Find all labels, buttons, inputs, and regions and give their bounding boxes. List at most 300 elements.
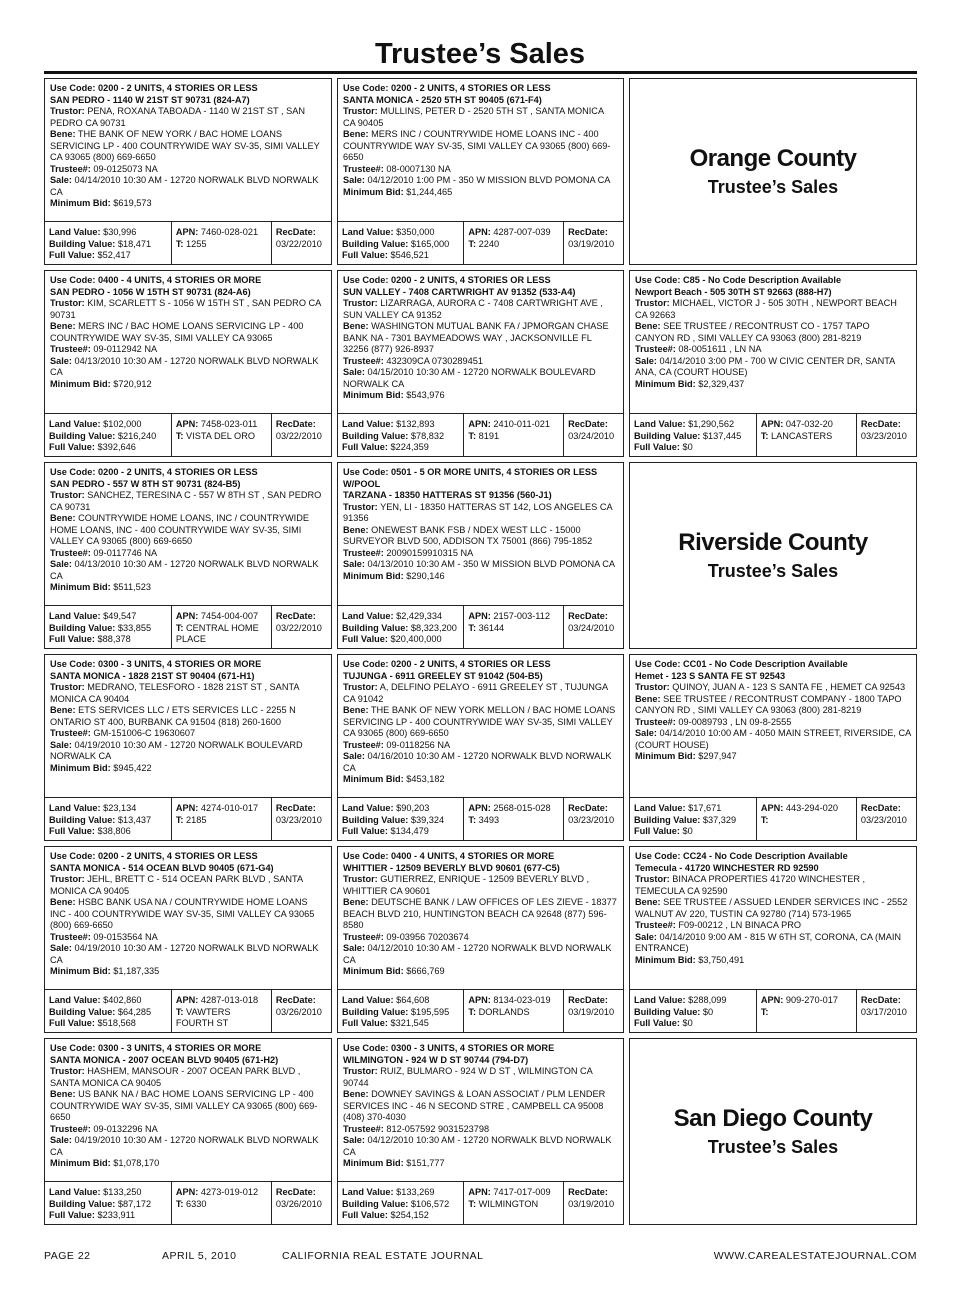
use-code [343, 1043, 618, 1055]
apn-cell [171, 414, 271, 456]
full-value-value: $224,359 [390, 442, 429, 452]
land-value-value: $132,893 [396, 419, 435, 429]
sale-info-label: Sale: [343, 175, 365, 185]
listing-card [44, 270, 332, 457]
property-address [343, 95, 618, 107]
value-cell [45, 606, 171, 648]
building-value [49, 1007, 167, 1019]
trustor-value: A, DELFINO PELAYO - 6911 GREELEY ST , TUJUNGA CA 91042 [343, 682, 608, 704]
trustor-value: MICHAEL, VICTOR J - 505 30TH , NEWPORT BEACH CA 92663 [635, 298, 897, 320]
listing-card [337, 78, 624, 265]
land-value [634, 803, 752, 815]
property-address-value: TARZANA - 18350 HATTERAS ST 91356 (560-J1) [343, 490, 552, 500]
land-value [342, 611, 459, 623]
use-code-value: Use Code: 0200 - 2 UNITS, 4 STORIES OR LESS [343, 83, 551, 93]
trustor-value: MEDRANO, TELESFORO - 1828 21ST ST , SANTA MONICA CA 90404 [50, 682, 299, 704]
sale-info [343, 751, 618, 774]
land-value-value: $64,608 [396, 995, 430, 1005]
trustor [635, 682, 911, 694]
apn-cell [171, 222, 271, 264]
minimum-bid-label: Minimum Bid: [343, 1158, 404, 1168]
building-value-value: $64,285 [117, 1006, 152, 1017]
trustee-number [50, 164, 326, 176]
minimum-bid-label: Minimum Bid: [50, 378, 111, 389]
building-value-label: Building Value: [49, 1198, 116, 1209]
recdate-cell [563, 1182, 623, 1224]
trustor-value: LIZARRAGA, AURORA C - 7408 CARTWRIGHT AVE , SUN VALLEY CA 91352 [343, 298, 603, 320]
property-address-value: WHITTIER - 12509 BEVERLY BLVD 90601 (677-C5) [343, 862, 560, 873]
property-address [635, 863, 911, 875]
county-subtitle: Trustee’s Sales [707, 1137, 839, 1157]
listing-body [338, 79, 623, 221]
trustee-number-value: 09-0089793 , LN 09-8-2555 [678, 716, 792, 727]
sale-info-value: 04/12/2010 1:00 PM - 350 W MISSION BLVD POMONA CA [367, 175, 611, 185]
use-code [50, 659, 326, 671]
listing-values [45, 1181, 331, 1224]
use-code [50, 83, 326, 95]
county-subtitle: Trustee’s Sales [707, 561, 839, 581]
full-value-value: $546,521 [390, 250, 429, 260]
minimum-bid-label: Minimum Bid: [343, 774, 404, 784]
building-value-label: Building Value: [49, 238, 116, 249]
full-value [49, 1210, 167, 1222]
trustor-label: Trustor: [50, 682, 85, 692]
sale-info-value: 04/12/2010 10:30 AM - 12720 NORWALK BLVD NORWALK CA [343, 1135, 612, 1157]
apn [176, 419, 267, 431]
sale-info-value: 04/12/2010 10:30 AM - 12720 NORWALK BLVD NORWALK CA [343, 943, 612, 965]
beneficiary-label: Bene: [343, 897, 369, 907]
trustor-value: KIM, SCARLETT S - 1056 W 15TH ST , SAN PEDRO CA 90731 [50, 298, 321, 320]
use-code [343, 275, 618, 287]
full-value-label: Full Value: [342, 442, 388, 452]
sale-info [635, 356, 911, 379]
trustee-number-value: 09-0117746 NA [93, 547, 158, 558]
trustor-label: Trustor: [50, 490, 85, 500]
building-value [342, 1199, 459, 1211]
trustor [50, 682, 326, 705]
tract-value: 1255 [186, 238, 207, 249]
use-code-value: Use Code: 0200 - 2 UNITS, 4 STORIES OR LESS [50, 467, 258, 477]
listing-card [44, 462, 332, 649]
trustor [343, 1066, 618, 1089]
use-code [343, 659, 618, 671]
sale-info-value: 04/19/2010 10:30 AM - 12720 NORWALK BOULEVARD NORWALK CA [50, 739, 303, 761]
apn-label: APN: [468, 1187, 491, 1197]
beneficiary [343, 705, 618, 740]
minimum-bid-value: $511,523 [113, 582, 151, 592]
rec-date-value: 03/19/2010 [568, 1006, 615, 1017]
minimum-bid [50, 966, 326, 978]
recdate-cell [271, 414, 331, 456]
apn-value: 909-270-017 [785, 995, 838, 1005]
rec-date-label-label: RecDate: [568, 1187, 608, 1197]
apn-cell [171, 798, 271, 840]
rec-date [276, 239, 327, 251]
listing-values [45, 989, 331, 1032]
rec-date-value: 03/26/2010 [275, 1198, 322, 1209]
beneficiary-label: Bene: [50, 513, 76, 523]
trustee-number-label: Trustee#: [50, 931, 91, 942]
rec-date [568, 1199, 619, 1211]
value-cell [630, 990, 756, 1032]
full-value-label: Full Value: [634, 826, 680, 836]
minimum-bid-value: $1,078,170 [113, 1158, 160, 1168]
apn [468, 227, 559, 239]
property-address-value: Newport Beach - 505 30TH ST 92663 (888-H7) [635, 286, 832, 297]
trustee-number [343, 548, 618, 560]
county-header [629, 78, 917, 265]
tract-label: T: [760, 430, 769, 441]
building-value-value: $78,832 [410, 430, 445, 441]
sale-info-label: Sale: [343, 559, 365, 569]
apn-label: APN: [760, 419, 784, 429]
value-cell [45, 798, 171, 840]
apn-value: 4273-019-012 [200, 1187, 259, 1197]
sale-info-label: Sale: [50, 1135, 72, 1145]
property-address-value: SANTA MONICA - 2520 5TH ST 90405 (671-F4) [343, 94, 542, 105]
minimum-bid-label: Minimum Bid: [50, 762, 111, 773]
rec-date [276, 431, 327, 443]
trustor-label: Trustor: [343, 682, 378, 692]
use-code [343, 83, 618, 95]
listing-card [44, 846, 332, 1033]
full-value-value: $321,545 [390, 1018, 429, 1028]
trustee-number-label: Trustee#: [50, 163, 91, 174]
full-value-value: $518,568 [97, 1018, 136, 1028]
trustee-number [50, 932, 326, 944]
minimum-bid-label: Minimum Bid: [343, 570, 404, 581]
listing-body [45, 463, 331, 605]
page-title: Trustee’s Sales [374, 38, 586, 70]
building-value [49, 623, 167, 635]
listing-card [44, 654, 332, 841]
listing-card [337, 462, 624, 649]
building-value [49, 1199, 167, 1211]
trustor [635, 298, 911, 321]
property-address [50, 863, 326, 875]
beneficiary-label: Bene: [343, 1089, 369, 1099]
rec-date [861, 815, 912, 827]
rec-date-label-label: RecDate: [860, 995, 901, 1005]
minimum-bid-label: Minimum Bid: [635, 751, 696, 761]
listing-card [337, 654, 624, 841]
tract [468, 1199, 559, 1211]
property-address-value: WILMINGTON - 924 W D ST 90744 (794-D7) [343, 1054, 529, 1065]
minimum-bid [635, 955, 911, 967]
sale-info [50, 356, 326, 379]
listing-body [45, 271, 331, 413]
listings-grid [44, 78, 917, 1230]
property-address [635, 287, 911, 299]
listing-values [338, 605, 623, 648]
rec-date-label-label: RecDate: [860, 419, 901, 429]
trustor [343, 682, 618, 705]
building-value [342, 1007, 459, 1019]
minimum-bid [343, 966, 618, 978]
full-value-label: Full Value: [49, 442, 95, 452]
trustee-number-label: Trustee#: [343, 739, 384, 750]
sale-info-label: Sale: [50, 559, 72, 569]
building-value [634, 1007, 752, 1019]
sale-info-value: 04/19/2010 10:30 AM - 12720 NORWALK BLVD NORWALK CA [50, 943, 319, 965]
rec-date-label [861, 803, 912, 815]
beneficiary [343, 1089, 618, 1124]
trustee-number [343, 1124, 618, 1136]
county-subtitle: Trustee’s Sales [707, 177, 839, 197]
full-value [49, 634, 167, 646]
beneficiary-value: HSBC BANK USA NA / COUNTRYWIDE HOME LOANS INC - 400 COUNTRYWIDE WAY SV-35, SIMI VALLEY CA 93065 (800) 669-6650 [50, 897, 315, 930]
value-cell [338, 798, 463, 840]
minimum-bid-label: Minimum Bid: [50, 198, 111, 208]
full-value [634, 826, 752, 838]
full-value [634, 442, 752, 454]
rec-date-label-label: RecDate: [568, 227, 608, 237]
listing-card [337, 270, 624, 457]
trustee-number-value: F09-00212 , LN BINACA PRO [678, 920, 801, 930]
use-code-value: Use Code: 0200 - 2 UNITS, 4 STORIES OR LESS [343, 275, 551, 285]
land-value-value: $402,860 [103, 995, 142, 1005]
rec-date-label [276, 419, 327, 431]
building-value-value: $39,324 [410, 814, 445, 825]
use-code [635, 851, 911, 863]
trustee-number [50, 344, 326, 356]
trustor-label: Trustor: [343, 106, 378, 116]
trustor-value: MULLINS, PETER D - 2520 5TH ST , SANTA MONICA CA 90405 [343, 106, 604, 128]
listing-body [45, 847, 331, 989]
trustee-number-value: 09-0118256 NA [386, 739, 451, 750]
beneficiary-label: Bene: [50, 321, 76, 331]
listing-values [630, 797, 916, 840]
land-value [342, 419, 459, 431]
tract-label: T: [760, 1006, 769, 1017]
tract-label: T: [175, 814, 184, 825]
minimum-bid-value: $619,573 [113, 198, 152, 208]
trustee-number [343, 932, 618, 944]
tract-value: WILMINGTON [478, 1198, 539, 1209]
minimum-bid-value: $297,947 [698, 751, 737, 761]
value-cell [338, 222, 463, 264]
beneficiary-label: Bene: [50, 705, 76, 715]
tract-label: T: [468, 238, 477, 249]
sale-info [50, 559, 326, 582]
tract-value: 36144 [478, 622, 505, 633]
minimum-bid-label: Minimum Bid: [50, 582, 111, 592]
beneficiary-value: DEUTSCHE BANK / LAW OFFICES OF LES ZIEVE - 18377 BEACH BLVD 210, HUNTINGTON BEACH CA 92648 (877) 596-8580 [343, 897, 617, 930]
use-code [50, 851, 326, 863]
building-value-label: Building Value: [342, 1006, 409, 1017]
journal-url: WWW.CAREALESTATEJOURNAL.COM [713, 1250, 917, 1262]
sale-info-value: 04/13/2010 10:30 AM - 12720 NORWALK BLVD NORWALK CA [50, 355, 319, 377]
trustor [50, 298, 326, 321]
listing-card [44, 1038, 332, 1225]
beneficiary-value: MERS INC / BAC HOME LOANS SERVICING LP - 400 COUNTRYWIDE WAY SV-35, SIMI VALLEY CA 93065 [50, 321, 304, 343]
rec-date-label-label: RecDate: [275, 419, 316, 429]
tract [176, 431, 267, 443]
rec-date-label [276, 611, 327, 623]
full-value-value: $254,152 [390, 1210, 429, 1220]
property-address [50, 1055, 326, 1067]
trustee-number [343, 164, 618, 176]
apn [761, 419, 852, 431]
tract-label: T: [468, 622, 477, 633]
rec-date-label [568, 995, 619, 1007]
apn [761, 995, 852, 1007]
beneficiary-value: ONEWEST BANK FSB / NDEX WEST LLC - 15000 SURVEYOR BLVD 500, ADDISON TX 75001 (866) 795-1852 [343, 524, 593, 546]
tract-value: CENTRAL HOME PLACE [175, 622, 259, 644]
rec-date-value: 03/17/2010 [860, 1006, 907, 1017]
land-value [49, 611, 167, 623]
recdate-cell [856, 990, 916, 1032]
building-value-label: Building Value: [342, 814, 409, 825]
value-cell [338, 414, 463, 456]
trustee-number-value: 09-0125073 NA [93, 163, 158, 174]
trustor-label: Trustor: [343, 874, 378, 884]
trustee-number [343, 356, 618, 368]
property-address-value: Temecula - 41720 WINCHESTER RD 92590 [635, 862, 819, 873]
rec-date-value: 03/26/2010 [275, 1006, 322, 1017]
sale-info-value: 04/13/2010 10:30 AM - 350 W MISSION BLVD POMONA CA [367, 559, 616, 569]
use-code-value: Use Code: 0400 - 4 UNITS, 4 STORIES OR MORE [50, 275, 262, 285]
rec-date-label [861, 995, 912, 1007]
land-value-value: $102,000 [103, 419, 142, 429]
use-code-value: Use Code: CC24 - No Code Description Available [635, 851, 848, 861]
land-value-label: Land Value: [49, 611, 101, 621]
beneficiary [50, 513, 326, 548]
use-code [50, 275, 326, 287]
apn-label: APN: [760, 995, 784, 1005]
land-value [49, 419, 167, 431]
minimum-bid-label: Minimum Bid: [343, 390, 404, 400]
sale-info [343, 943, 618, 966]
beneficiary-value: DOWNEY SAVINGS & LOAN ASSOCIAT / PLM LENDER SERVICES INC - 46 N SECOND STRE , CAMPBELL CA 95008 (408) 370-4030 [343, 1089, 606, 1122]
apn-value: 047-032-20 [785, 419, 833, 429]
sale-info-label: Sale: [343, 367, 365, 377]
trustor-value: YEN, LI - 18350 HATTERAS ST 142, LOS ANGELES CA 91356 [343, 501, 613, 523]
beneficiary-value: ETS SERVICES LLC / ETS SERVICES LLC - 2255 N ONTARIO ST 400, BURBANK CA 91504 (818) 260-1600 [50, 705, 296, 727]
apn-cell [171, 606, 271, 648]
recdate-cell [563, 798, 623, 840]
apn-value: 443-294-020 [785, 803, 838, 813]
sale-info [50, 943, 326, 966]
apn [176, 1187, 267, 1199]
minimum-bid-label: Minimum Bid: [635, 954, 696, 965]
full-value [49, 826, 167, 838]
rec-date-label [568, 227, 619, 239]
building-value-value: $0 [702, 1006, 714, 1017]
beneficiary-value: SEE TRUSTEE / ASSUED LENDER SERVICES INC - 2552 WALNUT AV 220, TUSTIN CA 92780 (714) 573-1965 [635, 897, 908, 919]
listing-values [338, 797, 623, 840]
rec-date-label-label: RecDate: [568, 611, 608, 621]
land-value-label: Land Value: [634, 995, 686, 1005]
apn-cell [463, 1182, 563, 1224]
tract [176, 1199, 267, 1211]
apn-label: APN: [468, 227, 491, 237]
minimum-bid-value: $945,422 [113, 762, 152, 773]
rec-date-label-label: RecDate: [860, 803, 901, 813]
trustor-value: HASHEM, MANSOUR - 2007 OCEAN PARK BLVD , SANTA MONICA CA 90405 [50, 1066, 301, 1088]
land-value [49, 1187, 167, 1199]
trustee-number-label: Trustee#: [50, 344, 91, 354]
building-value-value: $137,445 [702, 430, 742, 441]
listing-card [629, 270, 917, 457]
apn-value: 7454-004-007 [200, 611, 259, 621]
land-value-value: $133,250 [103, 1187, 142, 1197]
beneficiary-label: Bene: [635, 693, 661, 704]
tract-value: 8191 [478, 430, 500, 441]
trustor-label: Trustor: [50, 106, 85, 116]
rec-date-label-label: RecDate: [568, 803, 608, 813]
use-code-value: Use Code: 0300 - 3 UNITS, 4 STORIES OR MORE [50, 659, 262, 669]
land-value-label: Land Value: [634, 803, 686, 813]
use-code-value: Use Code: CC01 - No Code Description Available [635, 659, 848, 669]
trustee-number-value: 08-0007130 NA [386, 163, 451, 174]
tract-label: T: [760, 814, 769, 825]
building-value [49, 815, 167, 827]
trustee-number-value: 09-0132296 NA [93, 1123, 158, 1134]
full-value [342, 442, 459, 454]
listing-body [338, 271, 623, 413]
beneficiary-label: Bene: [343, 321, 369, 331]
building-value-label: Building Value: [49, 622, 116, 633]
sale-info-value: 04/14/2010 3:00 PM - 700 W CIVIC CENTER DR, SANTA ANA, CA (COURT HOUSE) [635, 355, 895, 377]
building-value-label: Building Value: [634, 1006, 701, 1017]
property-address [50, 95, 326, 107]
full-value [49, 442, 167, 454]
apn-value: 2410-011-021 [493, 419, 550, 429]
full-value-value: $0 [682, 1018, 693, 1028]
value-cell [45, 1182, 171, 1224]
use-code [635, 659, 911, 671]
beneficiary-value: SEE TRUSTEE / RECONTRUST COMPANY - 1800 TAPO CANYON RD , SIMI VALLEY CA 93063 (800) 281-8219 [635, 693, 902, 715]
beneficiary [50, 129, 326, 164]
trustor [343, 874, 618, 897]
minimum-bid [50, 582, 326, 594]
apn [468, 611, 559, 623]
property-address-value: TUJUNGA - 6911 GREELEY ST 91042 (504-B5) [343, 670, 543, 681]
land-value-value: $2,429,334 [396, 611, 443, 621]
sale-info [50, 740, 326, 763]
tract-label: T: [175, 1198, 184, 1209]
trustor [635, 874, 911, 897]
tract-value: 3493 [478, 814, 500, 825]
listing-body [338, 1039, 623, 1181]
apn-cell [756, 414, 856, 456]
apn-cell [171, 1182, 271, 1224]
property-address-value: SAN PEDRO - 1140 W 21ST ST 90731 (824-A7) [50, 94, 250, 105]
trustee-number [50, 1124, 326, 1136]
trustee-number [50, 548, 326, 560]
building-value [49, 239, 167, 251]
land-value [342, 227, 459, 239]
sale-info [635, 728, 911, 751]
land-value [49, 227, 167, 239]
land-value-label: Land Value: [342, 611, 394, 621]
minimum-bid-value: $666,769 [406, 966, 445, 976]
building-value-label: Building Value: [49, 814, 116, 825]
apn-value: 7458-023-011 [200, 419, 258, 429]
land-value-label: Land Value: [342, 803, 394, 813]
land-value-label: Land Value: [49, 227, 101, 237]
tract-label: T: [175, 622, 184, 633]
minimum-bid-value: $290,146 [406, 570, 445, 581]
sale-info-value: 04/13/2010 10:30 AM - 12720 NORWALK BLVD NORWALK CA [50, 559, 319, 581]
listing-body [338, 655, 623, 797]
trustor [50, 874, 326, 897]
trustor-label: Trustor: [343, 298, 378, 308]
rec-date [568, 1007, 619, 1019]
trustor-label: Trustor: [635, 298, 670, 308]
beneficiary [635, 321, 911, 344]
